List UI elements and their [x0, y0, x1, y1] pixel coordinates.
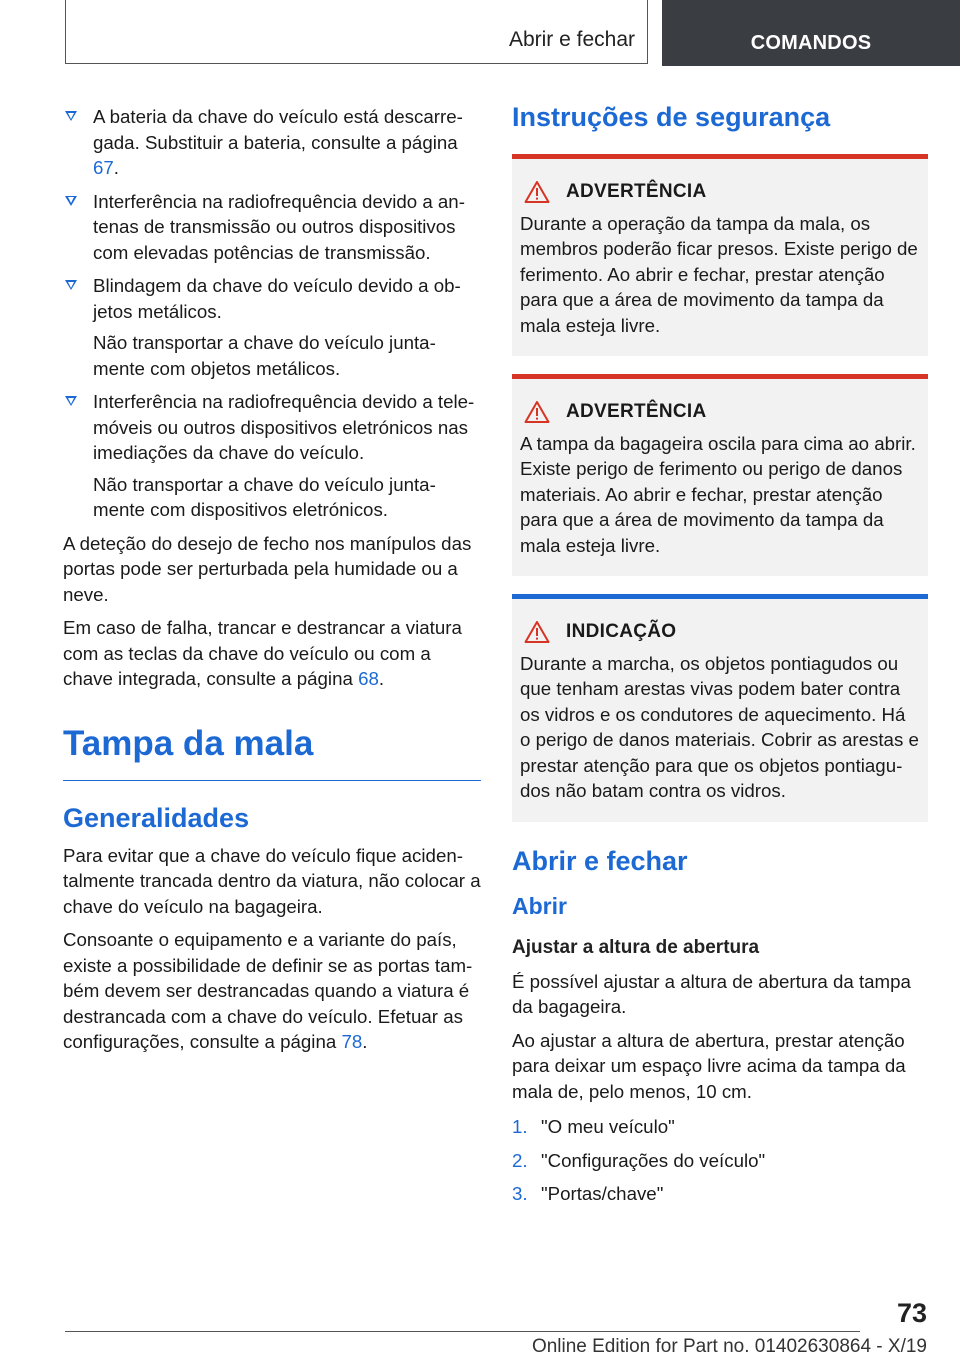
warning-box — [512, 154, 928, 356]
warning-text: A tampa da bagageira oscila para cima ao abrir. Existe perigo de ferimento ou perigo de danos materiais. Ao abrir e fechar, prestar atenção para que a área de movimento da tampa da mala esteja livre. — [520, 432, 916, 556]
warning-triangle-icon — [524, 180, 550, 204]
bullet-triangle-icon — [65, 196, 77, 206]
heading-abrir: Abrir — [512, 892, 567, 919]
notice-triangle-icon — [524, 620, 550, 644]
right-column — [512, 100, 928, 1215]
bullet-triangle-icon — [65, 111, 77, 121]
warning-title — [520, 179, 920, 205]
footer-edition: Online Edition for Part no. 01402630864 - X/19 — [531, 1336, 927, 1357]
header-chapter-label: COMANDOS — [750, 31, 872, 54]
step-text: "Portas/chave" — [541, 1183, 664, 1204]
warning-text: Durante a operação da tampa da mala, os membros poderão ficar presos. Existe perigo de ferimento. Ao abrir e fechar, prestar atenção para que a área de movimento da tampa da mala esteja livre. — [520, 212, 918, 336]
notice-text: Durante a marcha, os objetos pontiagudos ou que tenham arestas vivas podem bater contra os vidros e os condutores de aquecimento. Há o perigo de danos materiais. Cobrir as arestas e prestar atenção para que os objetos pontiagudos não batam contra os vidros. — [520, 652, 919, 801]
heading-tampa-da-mala: Tampa da mala — [63, 722, 481, 781]
paragraph-tail: . — [378, 668, 385, 689]
heading-abrir-e-fechar: Abrir e fechar — [512, 845, 688, 876]
steps-list — [512, 1114, 928, 1207]
list-item-text: Interferência na radiofrequência devido a telemóveis ou outros dispositivos eletrónicos nas imediações da chave do veículo. — [93, 391, 475, 463]
step-number: 2. — [512, 1149, 528, 1171]
paragraph-humidity: A deteção do desejo de fecho nos manípulos das portas pode ser perturbada pela humidade ou a neve. — [63, 532, 472, 605]
header-section-title: Abrir e fechar — [508, 28, 635, 51]
list-item-subtext: Não transportar a chave do veículo juntamente com dispositivos eletrónicos. — [93, 473, 436, 520]
header-rule — [65, 63, 648, 64]
notice-box — [512, 594, 928, 822]
paragraph-settings — [63, 927, 481, 1055]
page-number: 73 — [896, 1298, 927, 1328]
step-text: "Configurações do veículo" — [541, 1149, 766, 1171]
step-number: 3. — [512, 1183, 528, 1204]
heading-generalidades: Generalidades — [63, 802, 250, 833]
paragraph-text: Em caso de falha, trancar e destrancar a viatura com as teclas da chave do veículo ou com a chave integrada, consulte a página — [63, 617, 462, 689]
paragraph-tail: . — [362, 1031, 368, 1052]
list-item — [63, 189, 481, 266]
header-frame-right — [647, 0, 648, 64]
page-link-78[interactable]: 78 — [341, 1031, 363, 1052]
list-item — [63, 389, 481, 523]
page-link-68[interactable]: 68 — [358, 668, 379, 689]
warning-box — [512, 374, 928, 576]
step-item — [512, 1181, 928, 1207]
header-frame-left — [65, 0, 66, 64]
step-item — [512, 1114, 928, 1140]
step-item — [512, 1148, 928, 1174]
list-item-text: Interferência na radiofrequência devido a antenas de transmissão ou outros dispositivos com elevadas potências de transmissão. — [93, 190, 465, 263]
step-number: 1. — [512, 1116, 528, 1137]
list-item-text: Blindagem da chave do veículo devido a objetos metálicos. — [93, 275, 461, 322]
notice-title-text: INDICAÇÃO — [566, 621, 677, 642]
left-column — [63, 104, 481, 1063]
cause-list — [63, 104, 481, 523]
paragraph-avoid-locking: Para evitar que a chave do veículo fique acidentalmente trancada dentro da viatura, não colocar a chave do veículo na bagageira. — [63, 844, 481, 917]
bullet-triangle-icon — [65, 396, 77, 406]
notice-title — [520, 619, 920, 645]
paragraph-text: Consoante o equipamento e a variante do país, existe a possibilidade de definir se as portas também devem ser destrancadas quando a viatura é destrancada com a chave do veículo. Efetuar as configurações, consulte a página — [63, 929, 473, 1052]
list-item-subtext: Não transportar a chave do veículo juntamente com objetos metálicos. — [93, 332, 436, 379]
paragraph-adjust-possible: É possível ajustar a altura de abertura da tampa da bagageira. — [512, 970, 911, 1017]
list-item — [63, 273, 481, 381]
paragraph-adjust-clearance: Ao ajustar a altura de abertura, prestar atenção para deixar um espaço livre acima da tampa da mala de, pelo menos, 10 cm. — [512, 1029, 906, 1102]
list-item-text: A bateria da chave do veículo está descarregada. Substituir a bateria, consulte a página — [93, 106, 463, 153]
warning-triangle-icon — [524, 400, 550, 424]
page-link-67[interactable]: 67 — [93, 157, 114, 178]
list-item-tail: . — [113, 157, 119, 178]
warning-title-text: ADVERTÊNCIA — [566, 181, 707, 202]
footer-rule — [65, 1331, 860, 1332]
paragraph-failure — [63, 615, 481, 692]
step-text: "O meu veículo" — [541, 1116, 675, 1137]
bullet-triangle-icon — [65, 280, 77, 290]
warning-title — [520, 399, 920, 425]
header-chapter-tab — [662, 0, 960, 66]
list-item — [63, 104, 481, 181]
heading-ajustar-altura: Ajustar a altura de abertura — [512, 937, 760, 958]
heading-instrucoes-seguranca: Instruções de segurança — [512, 102, 831, 132]
warning-title-text: ADVERTÊNCIA — [566, 401, 707, 422]
